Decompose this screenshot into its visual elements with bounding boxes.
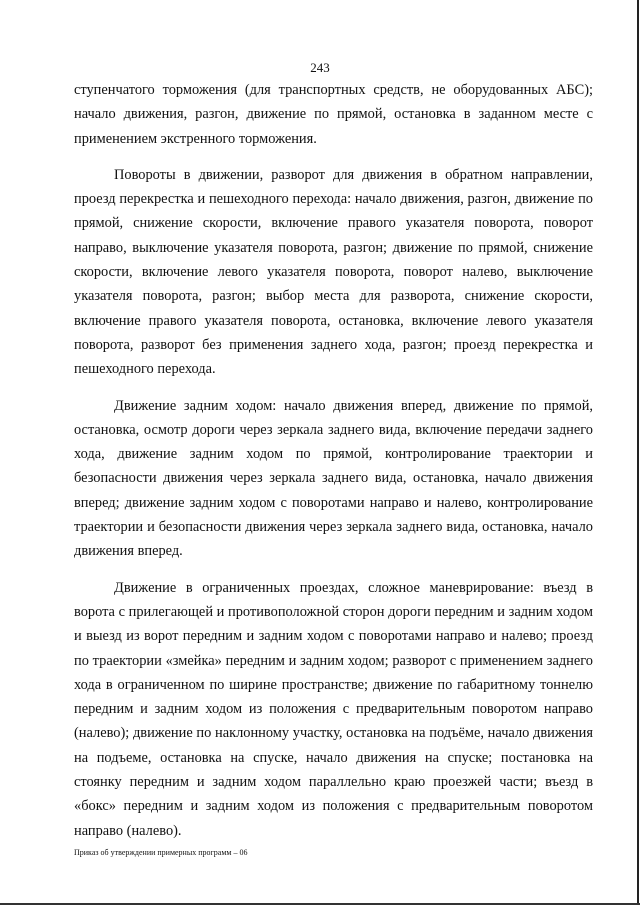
scan-edge-right [637, 0, 639, 905]
page-number: 243 [310, 60, 330, 75]
paragraph-limited-passages: Движение в ограниченных проездах, сложное маневрирование: въезд в ворота с прилегающей и противоположной сторон дороги передним и задним ходом и выезд из ворот передним и задним ходом с поворотами направо и налево; проезд по траектории «змейка» передним и задним ходом; разворот с применением заднего хода в ограниченном по ширине пространстве; движение по габаритному тоннелю передним и задним ходом из положения с предварительным поворотом направо (налево); движение по наклонному участку, остановка на подъёме, начало движения на подъеме, остановка на спуске, начало движения на спуске; постановка на стоянку передним и задним ходом параллельно краю проезжей части; въезд в «бокс» передним и задним ходом из положения с предварительным поворотом направо (налево). [74, 579, 593, 839]
body-text [74, 78, 593, 855]
paragraph-reverse-driving: Движение задним ходом: начало движения вперед, движение по прямой, остановка, осмотр дороги через зеркала заднего вида, включение передачи заднего хода, движение задним ходом по прямой, контролирование траектории и безопасности движения через зеркала заднего вида, остановка, начало движения вперед; движение задним ходом с поворотами направо и налево, контролирование траектории и безопасности движения через зеркала заднего вида, остановка, начало движения вперед. [74, 397, 593, 560]
paragraph-turns-and-reversal: Повороты в движении, разворот для движения в обратном направлении, проезд перекрестка и пешеходного перехода: начало движения, разгон, движение по прямой, снижение скорости, включение правого указателя поворота, поворот направо, выключение указателя поворота, разгон; движение по прямой, снижение скорости, включение левого указателя поворота, поворот налево, выключение указателя поворота, разгон; выбор места для разворота, снижение скорости, включение правого указателя поворота, остановка, включение левого указателя поворота, разворот без применения заднего хода, разгон; проезд перекрестка и пешеходного перехода. [74, 166, 593, 378]
footer-note: Приказ об утверждении примерных программ – 06 [74, 848, 248, 857]
paragraph-braking-continuation: ступенчатого торможения (для транспортных средств, не оборудованных АБС); начало движения, разгон, движение по прямой, остановка в заданном месте с применением экстренного торможения. [74, 82, 593, 147]
